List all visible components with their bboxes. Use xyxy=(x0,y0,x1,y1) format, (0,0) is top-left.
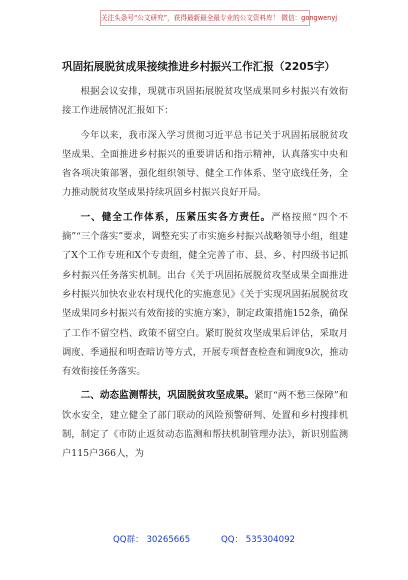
document-body xyxy=(62,82,348,469)
qq-group-link[interactable]: QQ群： 30265665 xyxy=(113,535,191,545)
section-1-text: 严格按照“四个不摘”“三个落实”要求，调整充实了市实施乡村振兴战略领导小组，组建了X个工作专班和X个专责组，健全完善了市、县、乡、村四级书记抓乡村振兴任务落实机制。出台《关于巩固拓展脱贫攻坚成果全面推进乡村振兴加快农业农村现代化的实施意见》《关于实现巩固拓展脱贫攻坚成果同乡村振兴有效衔接的实施方案》，制定政策措施152条，确保了工作不留空档、政策不留空白。紧盯脱贫攻坚成果后评估，采取月调度、季通报和明查暗访等方式，开展专项督查检查和调度9次，推动有效衔接任务落实。 xyxy=(62,211,348,378)
contact-footer xyxy=(0,533,408,547)
promo-banner: 关注头条号“公文研究”，获得最新最全最专业的公文资料库！ 微信：gongwenyj xyxy=(100,10,310,26)
overview-paragraph: 今年以来，我市深入学习贯彻习近平总书记关于巩固拓展脱贫攻坚成果、全面推进乡村振兴的重要讲话和指示精神，认真落实中央和省各项决策部署，强化组织领导、健全工作体系、坚守底线任务，全力推动脱贫攻坚成果持续巩固乡村振兴良好开局。 xyxy=(62,129,348,199)
section-2-paragraph xyxy=(62,386,348,463)
intro-paragraph: 根据会议安排，现就市巩固拓展脱贫攻坚成果同乡村振兴有效衔接工作进展情况汇报如下： xyxy=(62,86,348,117)
section-2-heading: 二、动态监测帮扶，巩固脱贫攻坚成果。 xyxy=(80,390,255,402)
document-title: 巩固拓展脱贫成果接续推进乡村振兴工作汇报（2205字） xyxy=(62,61,336,73)
section-1-heading: 一、健全工作体系，压紧压实各方责任。 xyxy=(80,211,272,223)
qq-contact-link[interactable]: QQ： 535304092 xyxy=(220,535,295,545)
section-1-paragraph xyxy=(62,208,348,382)
section-2-text: 紧盯“两不愁三保障”和饮水安全，建立健全了部门联动的风险预警研判、处置和乡村搜排机制，制定了《市防止返贫动态监测和帮扶机制管理办法》，新识别监测户115户366人，为 xyxy=(62,390,348,460)
